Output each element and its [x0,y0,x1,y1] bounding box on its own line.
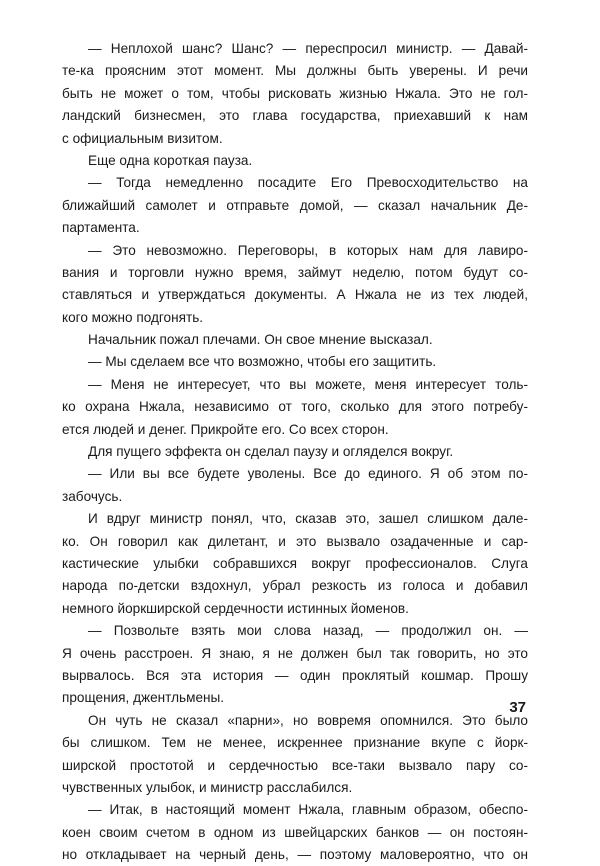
text-line: те-ка проясним этот момент. Мы должны быть уверены. И речи [62,63,528,79]
text-line: ландский бизнесмен, это глава государства, приехавший к нам [62,108,528,124]
text-line: кого можно подгонять. [62,309,204,325]
text-line: с официальным визитом. [62,130,223,146]
text-line: Для пущего эффекта он сделал паузу и огляделся вокруг. [88,444,454,460]
text-line: забочусь. [62,488,123,504]
text-line: прощения, джентльмены. [62,690,225,706]
text-line: ширской простотой и сердечностью все-таки вызвало пару со- [62,757,528,773]
page-text-block [62,38,528,866]
text-line: ко. Он говорил как дилетант, и это вызвало озадаченные и сар- [62,533,528,549]
page-number: 37 [509,699,526,716]
text-line: — Итак, в настоящий момент Нжала, главным образом, обеспо- [88,802,528,818]
text-line: ется людей и денег. Прикройте его. Со всех сторон. [62,421,389,437]
text-line: ко охрана Нжала, независимо от того, сколько для этого потребу- [62,399,528,415]
text-line: Еще одна короткая пауза. [88,152,253,168]
text-line: вырвалось. Вся эта история — один проклятый кошмар. Прошу [62,667,528,683]
text-line: немного йоркширской сердечности истинных йоменов. [62,600,409,616]
text-line: быть не может о том, чтобы рисковать жизнью Нжала. Это не гол- [62,85,528,101]
text-line: Он чуть не сказал «парни», но вовремя опомнился. Это было [88,712,528,728]
text-line: вания и торговли нужно время, займут неделю, потом будут со- [62,264,528,280]
text-line: бы слишком. Тем не менее, искреннее признание вкупе с йорк- [62,735,528,751]
text-line: кастические улыбки собравшихся вокруг профессионалов. Слуга [62,555,528,571]
text-line: — Или вы все будете уволены. Все до единого. Я об этом по- [88,466,528,482]
text-line: — Это невозможно. Переговоры, в которых нам для лавиро- [88,242,528,258]
text-line: народа по-детски вздохнул, убрал резкость из голоса и добавил [62,578,528,594]
text-line: ставляться и утверждаться документы. А Нжала не из тех людей, [62,287,528,303]
text-line: — Неплохой шанс? Шанс? — переспросил министр. — Давай- [88,41,528,56]
text-line: — Позвольте взять мои слова назад, — продолжил он. — [88,623,528,639]
text-line: Начальник пожал плечами. Он свое мнение высказал. [88,332,433,348]
text-line: Я очень расстроен. Я знаю, я не должен был так говорить, но это [62,645,528,661]
text-line: коен своим счетом в одном из швейцарских банков — он постоян- [62,824,528,840]
text-line: — Мы сделаем все что возможно, чтобы его защитить. [88,354,437,370]
text-line: партамента. [62,220,140,236]
text-line: И вдруг министр понял, что, сказав это, зашел слишком дале- [88,511,528,527]
text-line: — Меня не интересует, что вы можете, меня интересует толь- [88,376,528,392]
text-line: — Тогда немедленно посадите Его Превосходительство на [88,175,528,191]
text-line: но откладывает на черный день, — поэтому маловероятно, что он [62,847,528,863]
text-line: ближайший самолет и отправьте домой, — сказал начальник Де- [62,197,528,213]
text-line: чувственных улыбок, и министр расслабился. [62,779,353,795]
